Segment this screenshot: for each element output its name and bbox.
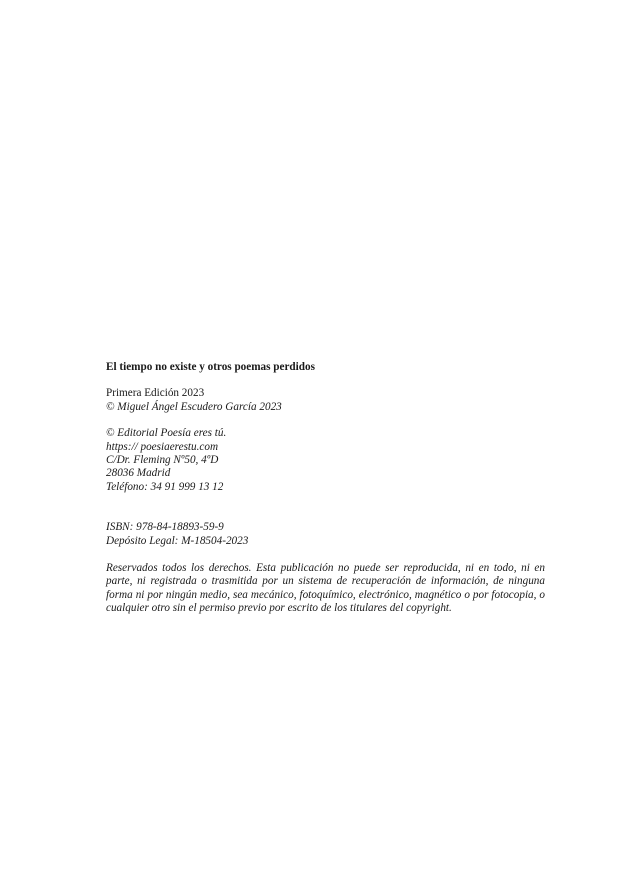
legal-block <box>106 521 545 548</box>
website-line: https:// poesiaerestu.com <box>106 440 219 453</box>
street-line: C/Dr. Fleming Nº50, 4ºD <box>106 454 219 467</box>
city-line: 28036 Madrid <box>106 467 171 480</box>
author-copyright-line: © Miguel Ángel Escudero García 2023 <box>106 400 282 413</box>
isbn-line: ISBN: 978-84-18893-59-9 <box>106 521 224 534</box>
phone-line: Teléfono: 34 91 999 13 12 <box>106 480 224 493</box>
edition-block <box>106 387 545 414</box>
publisher-line: © Editorial Poesía eres tú. <box>106 427 227 440</box>
book-title: El tiempo no existe y otros poemas perdidos <box>106 361 315 373</box>
rights-paragraph: Reservados todos los derechos. Esta publicación no puede ser reproducida, ni en todo, ni en parte, ni registrada o trasmitida por un sistema de recuperación de información, de ninguna forma ni por ningún medio, sea mecánico, fotoquímico, electrónico, magnético o por fotocopia, o cualquier otro sin el permiso previo por escrito de los titulares del copyright. <box>106 562 545 615</box>
publisher-block <box>106 427 545 494</box>
edition-line: Primera Edición 2023 <box>106 387 205 400</box>
legal-deposit-line: Depósito Legal: M-18504-2023 <box>106 534 249 547</box>
colophon-block <box>106 361 545 616</box>
